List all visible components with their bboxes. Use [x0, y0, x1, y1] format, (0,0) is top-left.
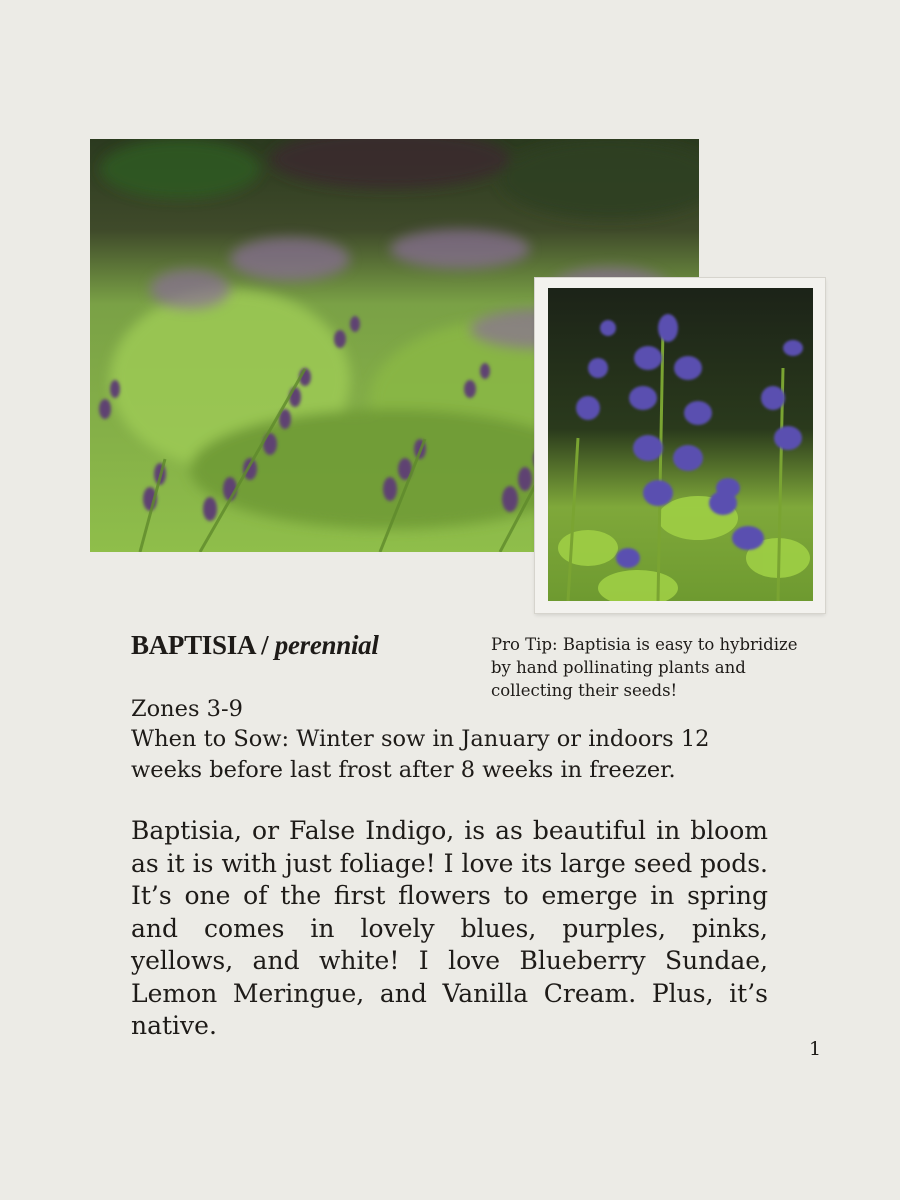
page-number: 1 [809, 1038, 822, 1060]
plant-title [131, 630, 379, 661]
pro-tip: Pro Tip: Baptisia is easy to hybridize by hand pollinating plants and collecting their seeds! [491, 635, 798, 700]
plant-name: BAPTISIA / [131, 630, 269, 660]
hardiness-zones: Zones 3-9 [131, 696, 243, 722]
inset-photo-frame [535, 278, 825, 613]
when-to-sow: When to Sow: Winter sow in January or indoors 12 weeks before last frost after 8 weeks in freezer. [131, 726, 710, 783]
plant-description: Baptisia, or False Indigo, is as beautiful in bloom as it is with just foliage! I love its large seed pods. It’s one of the first flowers to emerge in spring and comes in lovely blues, purples, pinks, yellows, and white! I love Blueberry Sundae, Lemon Meringue, and Vanilla Cream. Plus, it’s native. [131, 816, 768, 1040]
plant-type: perennial [274, 630, 379, 660]
baptisia-blue-blooms-photo [548, 288, 813, 601]
